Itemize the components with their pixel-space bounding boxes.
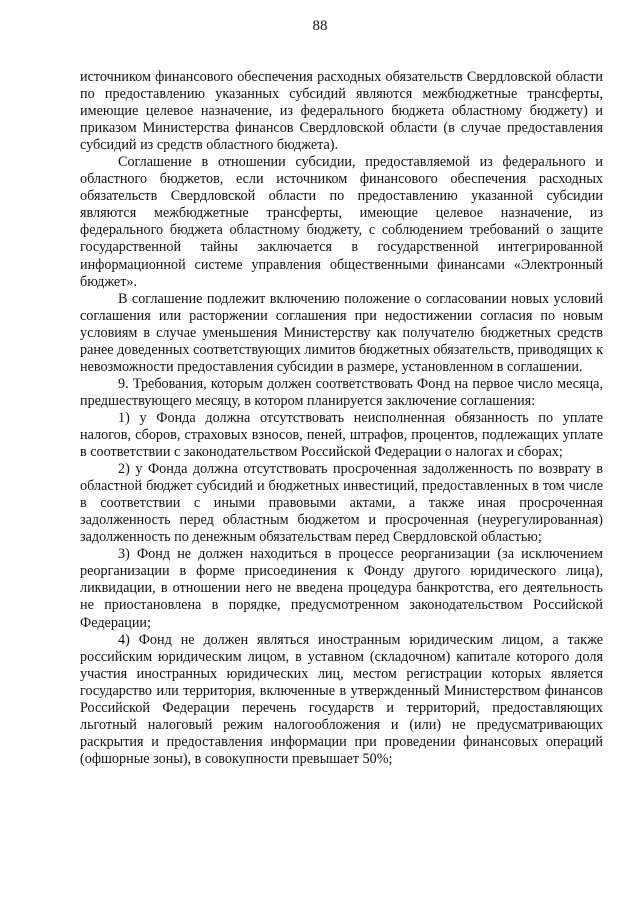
list-item-requirement-3: 3) Фонд не должен находиться в процессе реорганизации (за исключением реорганизации в форме присоединения к Фонду другого юридического лица), ликвидации, в отношении него не введена процедура банкротства, его деятельность не приостановлена в порядке, предусмотренном законодательством Российской Федерации; bbox=[80, 546, 603, 631]
list-item-requirement-4: 4) Фонд не должен являться иностранным юридическим лицом, а также российским юридическим лицом, в уставном (складочном) капитале которого доля участия иностранных юридических лиц, местом регистрации которых является государство или территория, включенные в утвержденный Министерством финансов Российской Федерации перечень государств и территорий, предоставляющих льготный налоговый режим налогообложения и (или) не предусматривающих раскрытия и предоставления информации при проведении финансовых операций (офшорные зоны), в совокупности превышает 50%; bbox=[80, 631, 603, 767]
paragraph-agreement-electronic-budget: Соглашение в отношении субсидии, предоставляемой из федерального и областного бюджетов, если источником финансового обеспечения расходных обязательств Свердловской области по предоставлению указанной субсидии являются межбюджетные трансферты, имеющие целевое назначение, из федерального бюджета областному бюджету, с соблюдением требований о защите государственной тайны заключается в государственной интегрированной информационной системе управления общественными финансами «Электронный бюджет». bbox=[80, 154, 603, 290]
page-number: 88 bbox=[312, 18, 328, 34]
paragraph-agreement-new-conditions: В соглашение подлежит включению положение о согласовании новых условий соглашения или расторжении соглашения при недостижении согласия по новым условиям в случае уменьшения Министерству как получателю бюджетных средств ранее доведенных соответствующих лимитов бюджетных обязательств, приводящих к невозможности предоставления субсидии в размере, установленном в соглашении. bbox=[80, 290, 603, 375]
document-body bbox=[80, 69, 603, 768]
list-item-requirement-2: 2) у Фонда должна отсутствовать просроченная задолженность по возврату в областной бюджет субсидий и бюджетных инвестиций, предоставленных в том числе в соответствии с иными правовыми актами, а также иная просроченная задолженность перед областным бюджетом и просроченная (неурегулированная) задолженность по денежным обязательствам перед Свердловской областью; bbox=[80, 461, 603, 546]
paragraph-requirements-heading: 9. Требования, которым должен соответствовать Фонд на первое число месяца, предшествующего месяцу, в котором планируется заключение соглашения: bbox=[80, 375, 603, 409]
list-item-requirement-1: 1) у Фонда должна отсутствовать неисполненная обязанность по уплате налогов, сборов, страховых взносов, пеней, штрафов, процентов, подлежащих уплате в соответствии с законодательством Российской Федерации о налогах и сборах; bbox=[80, 409, 603, 461]
paragraph-funding-source-continuation: источником финансового обеспечения расходных обязательств Свердловской области по предоставлению указанных субсидий являются межбюджетные трансферты, имеющие целевое назначение, из федерального бюджета областному бюджету) и приказом Министерства финансов Свердловской области (в случае предоставления субсидий из средств областного бюджета). bbox=[80, 69, 603, 154]
